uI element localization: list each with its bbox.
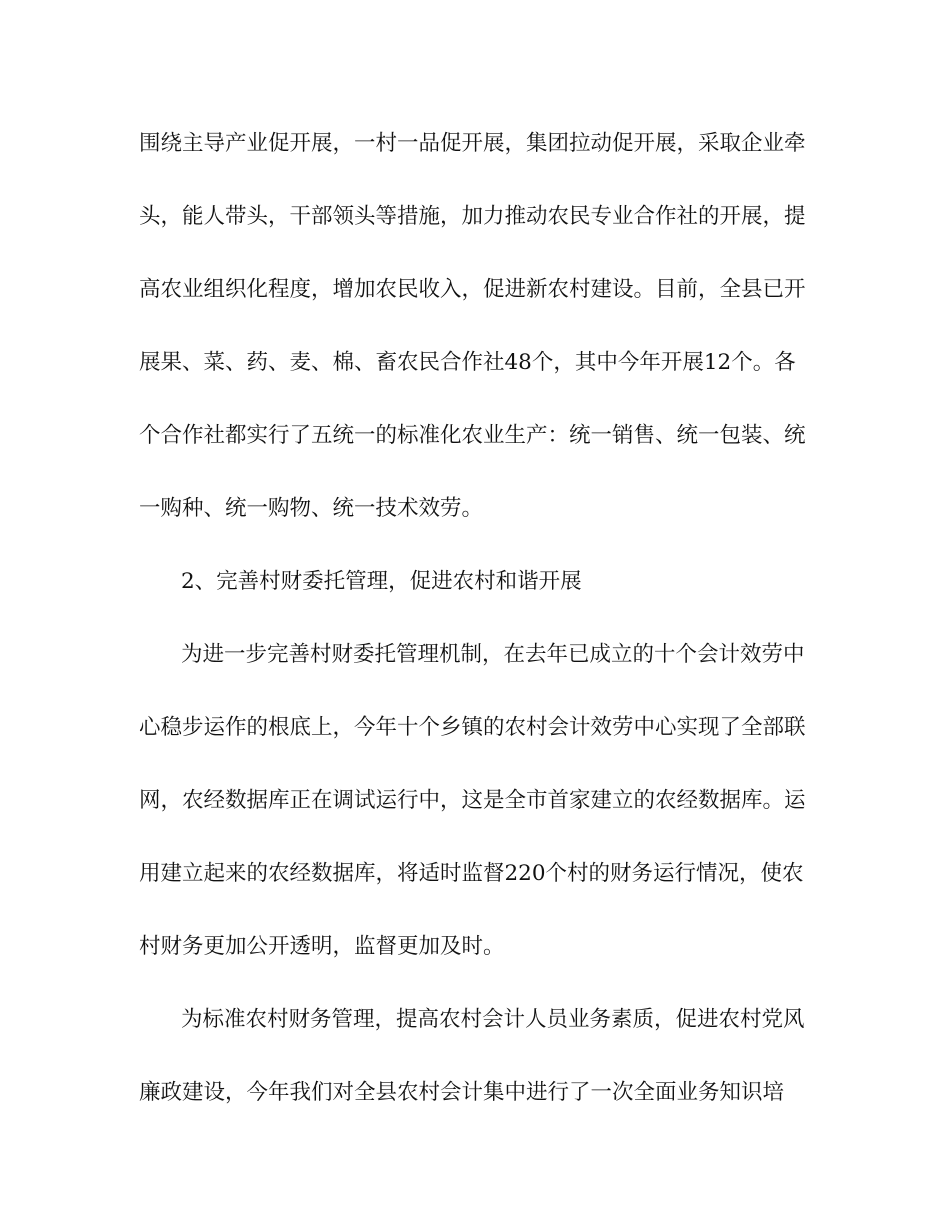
paragraph-line: 围绕主导产业促开展，一村一品促开展，集团拉动促开展，采取企业牵	[139, 131, 806, 156]
paragraph-line: 高农业组织化程度，增加农民收入，促进新农村建设。目前，全县已开	[139, 277, 806, 302]
paragraph-line: 为进一步完善村财委托管理机制，在去年已成立的十个会计效劳中	[181, 642, 805, 667]
paragraph-line: 一购种、统一购物、统一技术效劳。	[139, 496, 484, 521]
paragraph-line: 心稳步运作的根底上，今年十个乡镇的农村会计效劳中心实现了全部联	[139, 715, 806, 740]
paragraph-line: 用建立起来的农经数据库，将适时监督220个村的财务运行情况，使农	[139, 861, 804, 886]
paragraph-line: 个合作社都实行了五统一的标准化农业生产：统一销售、统一包装、统	[139, 423, 806, 448]
paragraph-line: 廉政建设，今年我们对全县农村会计集中进行了一次全面业务知识培	[139, 1080, 785, 1105]
paragraph-line: 网，农经数据库正在调试运行中，这是全市首家建立的农经数据库。运	[139, 788, 806, 813]
paragraph-line: 为标准农村财务管理，提高农村会计人员业务素质，促进农村党风	[181, 1007, 805, 1032]
section-heading: 2、完善村财委托管理，促进农村和谐开展	[181, 569, 582, 594]
paragraph-line: 展果、菜、药、麦、棉、畜农民合作社48个，其中今年开展12个。各	[139, 350, 796, 375]
paragraph-line: 头，能人带头，干部领头等措施，加力推动农民专业合作社的开展，提	[139, 204, 806, 229]
paragraph-line: 村财务更加公开透明，监督更加及时。	[139, 934, 505, 959]
